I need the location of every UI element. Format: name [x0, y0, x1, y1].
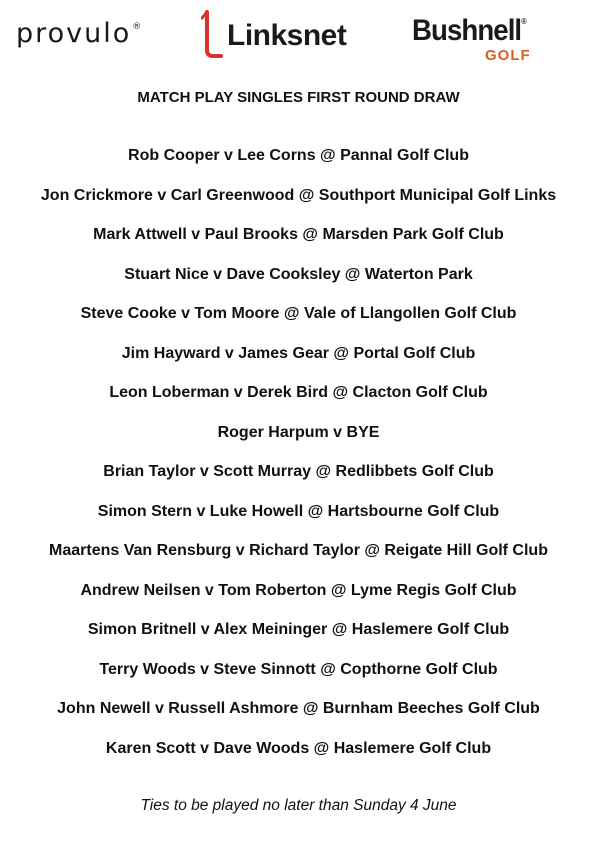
fixture-item: Mark Attwell v Paul Brooks @ Marsden Park Golf Club: [93, 226, 504, 243]
deadline-note: Ties to be played no later than Sunday 4 June: [140, 797, 457, 814]
fixture-item: Karen Scott v Dave Woods @ Haslemere Golf Club: [105, 739, 492, 757]
fixture-item: Leon Loberman v Derek Bird @ Clacton Golf Club: [109, 384, 488, 401]
fixture-item: Maartens Van Rensburg v Richard Taylor @ Reigate Hill Golf Club: [49, 542, 548, 559]
bushnell-golf-subtext: GOLF: [485, 47, 531, 64]
linksnet-logo: [201, 8, 361, 58]
fixture-item: Jon Crickmore v Carl Greenwood @ Southport Municipal Golf Links: [40, 186, 557, 204]
fixture-item: Andrew Neilsen v Tom Roberton @ Lyme Regis Golf Club: [80, 581, 517, 599]
linksnet-logo-text: Linksnet: [227, 19, 347, 52]
fixture-item: Roger Harpum v BYE: [217, 423, 380, 441]
fixture-item: Brian Taylor v Scott Murray @ Redlibbets Golf Club: [103, 463, 494, 480]
fixture-item: Stuart Nice v Dave Cooksley @ Waterton Park: [124, 265, 473, 283]
fixture-item: Simon Stern v Luke Howell @ Hartsbourne Golf Club: [97, 502, 500, 520]
fixture-item: Jim Hayward v James Gear @ Portal Golf Club: [121, 344, 476, 362]
fixture-item: John Newell v Russell Ashmore @ Burnham Beeches Golf Club: [57, 700, 540, 717]
fixture-item: Simon Britnell v Alex Meininger @ Haslemere Golf Club: [87, 621, 510, 638]
fixture-list: [0, 145, 597, 777]
provulo-registered-mark: ®: [132, 22, 142, 32]
bushnell-registered-mark: ®: [521, 17, 526, 26]
bushnell-logo-text: Bushnell: [412, 14, 522, 47]
provulo-logo: [16, 18, 141, 49]
fixture-item: Terry Woods v Steve Sinnott @ Copthorne Golf Club: [99, 660, 498, 678]
linksnet-flag-icon: [201, 10, 223, 58]
fixture-item: Rob Cooper v Lee Corns @ Pannal Golf Club: [128, 147, 469, 164]
sponsor-logos: [0, 0, 597, 72]
page-title: MATCH PLAY SINGLES FIRST ROUND DRAW: [137, 89, 460, 106]
provulo-logo-text: provulo: [16, 18, 132, 49]
fixture-item: Steve Cooke v Tom Moore @ Vale of Llangollen Golf Club: [80, 305, 517, 322]
bushnell-golf-logo: [412, 14, 552, 66]
bushnell-logo-wordmark: [412, 14, 526, 48]
